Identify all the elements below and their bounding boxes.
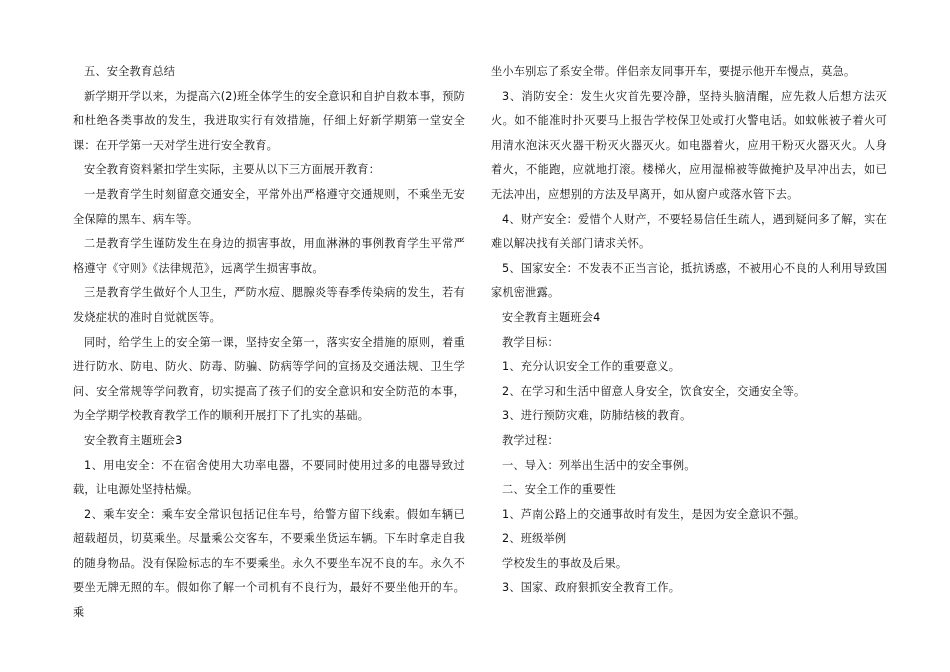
- paragraph: 新学期开学以来，为提高六(2)班全体学生的安全意识和自护自救本事，预防和杜绝各类事故的发生，我进取实行有效措施，仔细上好新学期第一堂安全课：在开学第一天对学生进行安全教育。: [73, 89, 465, 152]
- paragraph: 2、班级举例: [502, 532, 567, 546]
- paragraph: 1、充分认识安全工作的重要意义。: [502, 360, 681, 374]
- paragraph: 教学过程：: [502, 433, 559, 447]
- paragraph: 1、用电安全：不在宿舍使用大功率电器，不要同时使用过多的电器导致过载，让电源处坚持枯燥。: [73, 458, 465, 497]
- paragraph: 三是教育学生做好个人卫生，严防水痘、腮腺炎等春季传染病的发生，若有发烧症状的准时自觉就医等。: [73, 286, 465, 324]
- paragraph: 3、消防安全：发生火灾首先要冷静，坚持头脑清醒，应先救人后想方法灭火。如不能准时扑灭要马上报告学校保卫处或打火警电话。如蚊帐被子着火可用清水泡沫灭火器干粉灭火器灭火。如电器着火，应用干粉灭火器灭火。人身着火，不能跑，应就地打滚。楼梯火，应用湿棉被等做掩护及早冲出去，如已无法冲出，应想别的方法及早离开，如从窗户或落水管下去。: [491, 89, 887, 201]
- paragraph: 5、国家安全：不发表不正当言论，抵抗诱惑，不被用心不良的人利用导致国家机密泄露。: [491, 261, 887, 300]
- paragraph: 2、在学习和生活中留意人身安全，饮食安全，交通安全等。: [502, 384, 806, 398]
- section-heading: 安全教育主题班会3: [84, 433, 183, 447]
- paragraph: 教学目标：: [502, 335, 559, 349]
- paragraph-continuation: 坐小车别忘了系安全带。伴侣亲友同事开车，要提示他开车慢点，莫急。: [491, 65, 856, 78]
- right-column: [491, 60, 887, 601]
- paragraph: 同时，给学生上的安全第一课，坚持安全第一，落实安全措施的原则，着重进行防水、防电、防火、防毒、防骗、防病等学问的宣扬及交通法规、卫生学问、安全常规等学问教育，切实提高了孩子们的安全意识和安全防范的本事，为全学期学校教育教学工作的顺利开展打下了扎实的基础。: [73, 335, 465, 423]
- paragraph: 二、安全工作的重要性: [502, 483, 616, 497]
- paragraph: 学校发生的事故及后果。: [502, 556, 628, 570]
- paragraph: 二是教育学生谨防发生在身边的损害事故，用血淋淋的事例教育学生平常严格遵守《守则》《法律规范》，远离学生损害事故。: [73, 237, 465, 275]
- paragraph: 一是教育学生时刻留意交通安全，平常外出严格遵守交通规则，不乘坐无安全保障的黑车、病车等。: [73, 187, 465, 226]
- paragraph: 4、财产安全：爱惜个人财产，不要轻易信任生疏人，遇到疑问多了解，实在难以解决找有关部门请求关怀。: [491, 212, 887, 251]
- paragraph: 3、进行预防灾难，防肺结核的教育。: [502, 409, 692, 423]
- paragraph: 安全教育资料紧扣学生实际，主要从以下三方面展开教育：: [84, 163, 381, 177]
- section-heading: 五、安全教育总结: [84, 65, 176, 78]
- paragraph: 一、导入：列举出生活中的安全事例。: [502, 458, 696, 472]
- paragraph: 1、芦南公路上的交通事故时有发生，是因为安全意识不强。: [502, 507, 806, 521]
- paragraph: 3、国家、政府狠抓安全教育工作。: [502, 581, 681, 595]
- left-column: [73, 60, 465, 626]
- section-heading: 安全教育主题班会4: [502, 310, 601, 324]
- paragraph: 2、乘车安全：乘车安全常识包括记住车号，给警方留下线索。假如车辆已超载超员，切莫乘坐。尽量乘公交客车，不要乘坐货运车辆。下车时拿走自我的随身物品。没有保险标志的车不要乘坐。永久不要坐车况不良的车。永久不要坐无牌无照的车。假如你了解一个司机有不良行为，最好不要坐他开的车。乘: [73, 507, 465, 620]
